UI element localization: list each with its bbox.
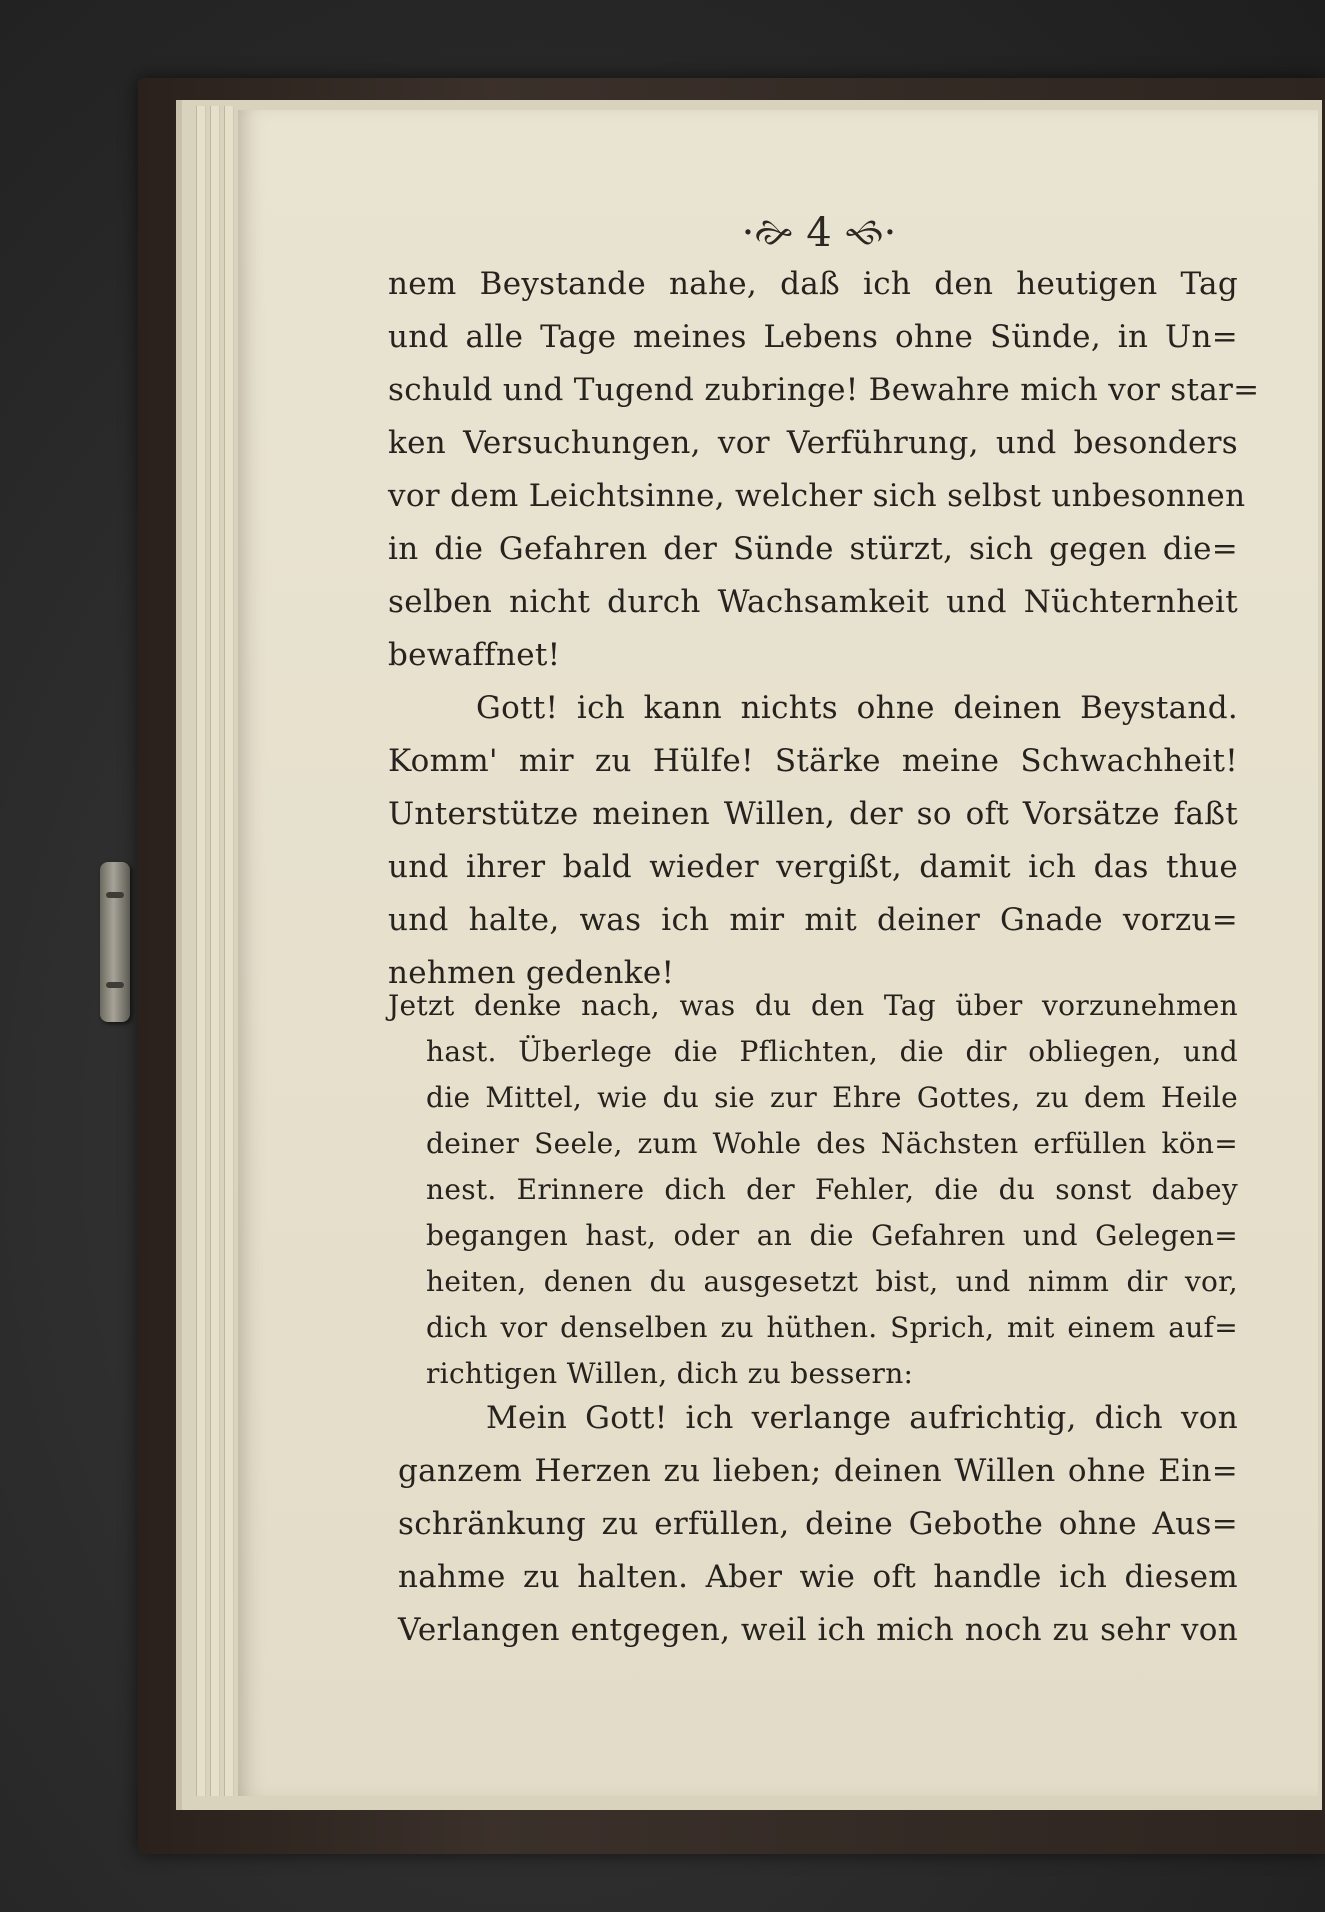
text-line: selben nicht durch Wachsamkeit und Nüchternheit bbox=[388, 584, 1238, 620]
text-line: ganzem Herzen zu lieben; deinen Willen ohne Ein= bbox=[398, 1453, 1238, 1489]
text-line: die Mittel, wie du sie zur Ehre Gottes, zu dem Heile bbox=[426, 1081, 1238, 1114]
text-line: heiten, denen du ausgesetzt bist, und nimm dir vor, bbox=[426, 1265, 1238, 1298]
text-line: richtigen Willen, dich zu bessern: bbox=[426, 1357, 914, 1390]
page-header: ·🙚 4 🙘· bbox=[741, 210, 897, 256]
page-edge bbox=[210, 106, 220, 1796]
page-edge bbox=[224, 106, 234, 1796]
text-line: Unterstütze meinen Willen, der so oft Vorsätze faßt bbox=[388, 796, 1238, 832]
text-line: schuld und Tugend zubringe! Bewahre mich vor star= bbox=[388, 372, 1260, 408]
text-line: nehmen gedenke! bbox=[388, 955, 675, 991]
text-line: in die Gefahren der Sünde stürzt, sich gegen die= bbox=[388, 531, 1238, 567]
page-edge bbox=[196, 106, 206, 1796]
paragraph-block-3 bbox=[398, 1392, 1238, 1657]
text-line: vor dem Leichtsinne, welcher sich selbst unbesonnen bbox=[388, 478, 1246, 514]
text-line: Verlangen entgegen, weil ich mich noch zu sehr von bbox=[398, 1612, 1238, 1648]
text-line: nest. Erinnere dich der Fehler, die du sonst dabey bbox=[426, 1173, 1238, 1206]
text-line: begangen hast, oder an die Gefahren und Gelegen= bbox=[426, 1219, 1238, 1252]
text-line: hast. Überlege die Pflichten, die dir obliegen, und bbox=[426, 1035, 1238, 1068]
book-clasp bbox=[100, 862, 130, 1022]
text-line: Jetzt denke nach, was du den Tag über vorzunehmen bbox=[388, 989, 1238, 1022]
text-line: und ihrer bald wieder vergißt, damit ich das thue bbox=[388, 849, 1238, 885]
text-line: schränkung zu erfüllen, deine Gebothe ohne Aus= bbox=[398, 1506, 1238, 1542]
text-line: Mein Gott! ich verlange aufrichtig, dich von bbox=[486, 1400, 1238, 1436]
paragraph-block-1 bbox=[388, 258, 1260, 1000]
text-line: deiner Seele, zum Wohle des Nächsten erfüllen kön= bbox=[426, 1127, 1238, 1160]
text-line: Komm' mir zu Hülfe! Stärke meine Schwachheit! bbox=[388, 743, 1238, 779]
text-line: und halte, was ich mir mit deiner Gnade vorzu= bbox=[388, 902, 1238, 938]
text-line: bewaffnet! bbox=[388, 637, 561, 673]
paragraph-block-2 bbox=[388, 983, 1238, 1397]
text-line: dich vor denselben zu hüthen. Sprich, mit einem auf= bbox=[426, 1311, 1238, 1344]
text-line: Gott! ich kann nichts ohne deinen Beystand. bbox=[476, 690, 1238, 726]
text-line: und alle Tage meines Lebens ohne Sünde, in Un= bbox=[388, 319, 1238, 355]
text-line: nahme zu halten. Aber wie oft handle ich diesem bbox=[398, 1559, 1238, 1595]
text-line: nem Beystande nahe, daß ich den heutigen Tag bbox=[388, 266, 1238, 302]
text-line: ken Versuchungen, vor Verführung, und besonders bbox=[388, 425, 1238, 461]
